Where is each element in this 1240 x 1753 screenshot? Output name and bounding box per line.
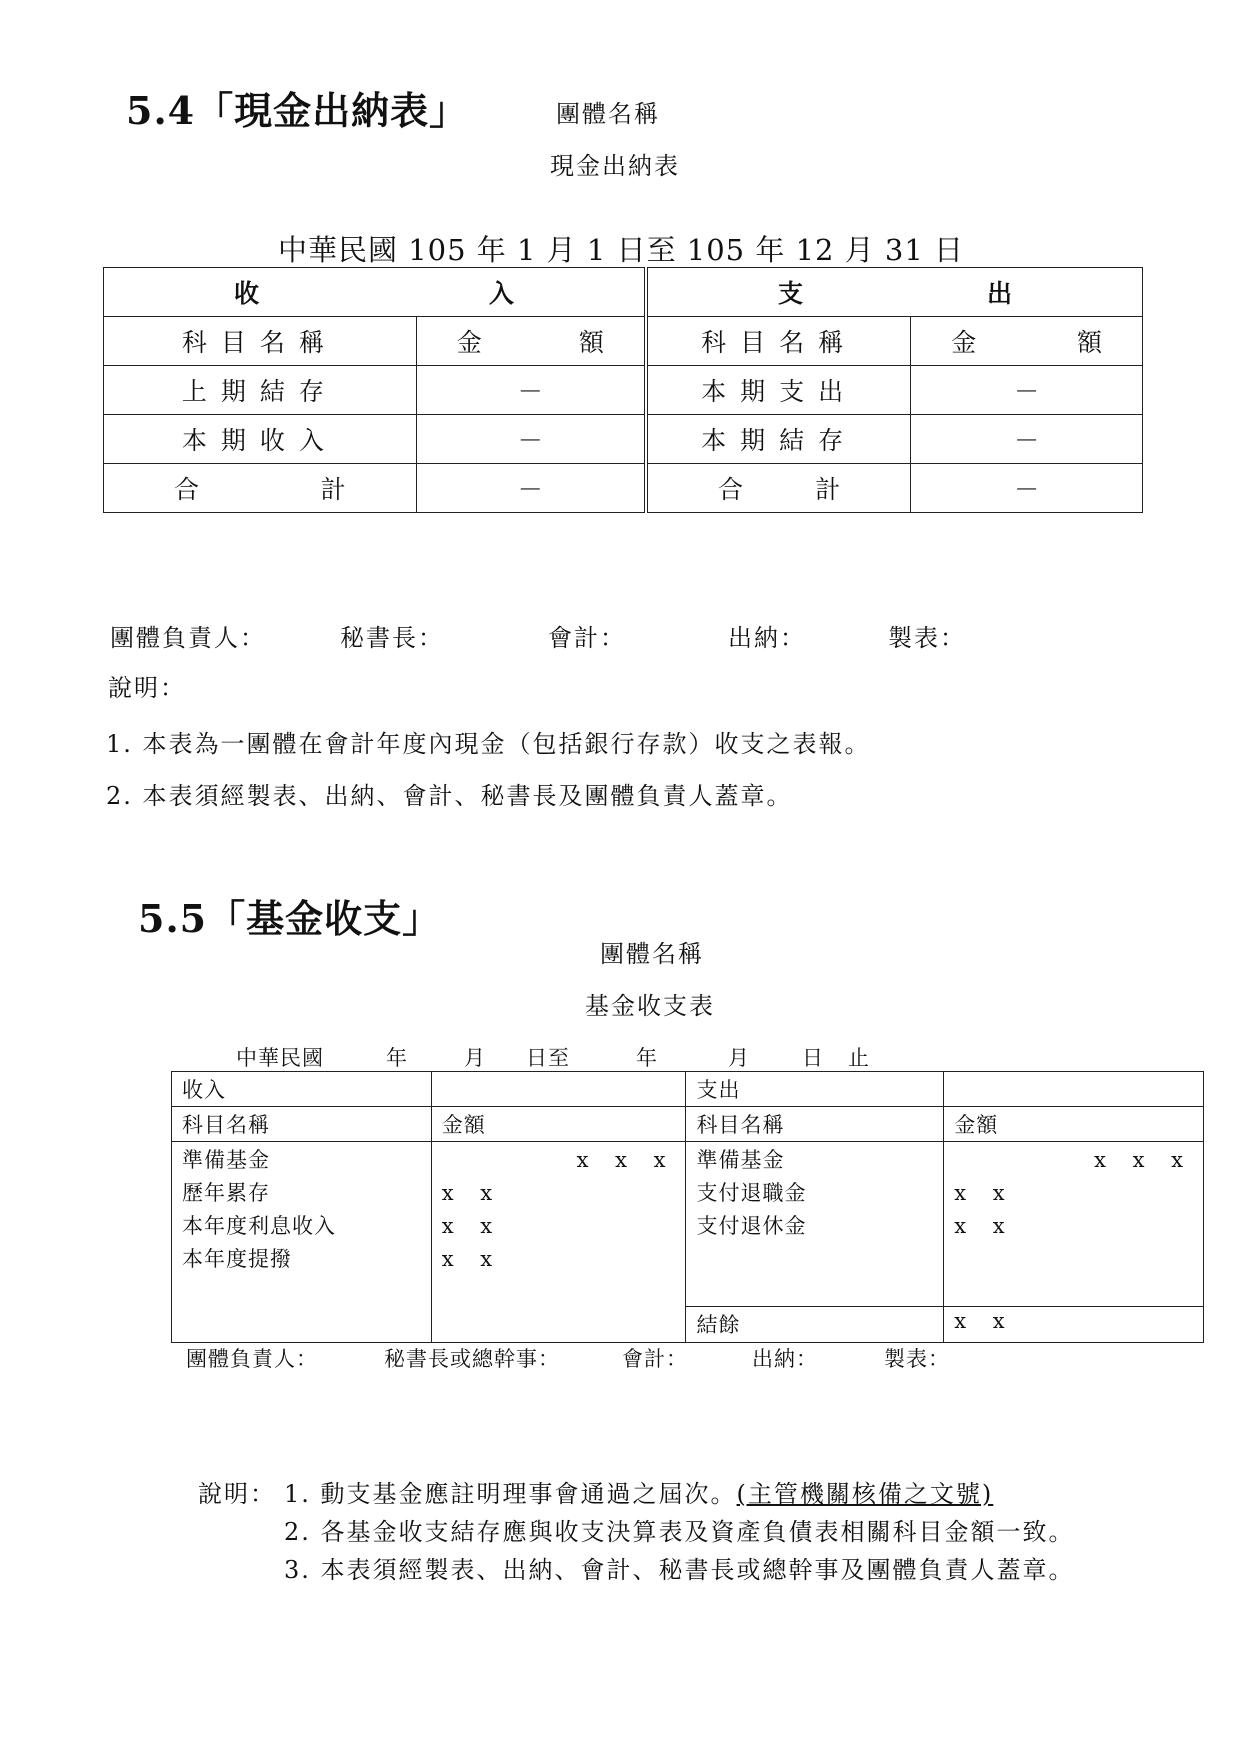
list-item: x x <box>954 1214 1015 1238</box>
signature-field: 秘書長或總幹事： <box>384 1347 560 1371</box>
balance-label: 結餘 <box>686 1307 944 1343</box>
signature-field: 會計： <box>622 1347 688 1371</box>
column-header-row <box>172 1107 1204 1142</box>
signature-field: 會計： <box>548 624 626 652</box>
expense-amount: － <box>911 415 1143 464</box>
note-item: 1. 動支基金應註明理事會通過之屆次。(主管機關核備之文號) <box>284 1480 994 1508</box>
expense-header: 支出 <box>686 1072 944 1107</box>
section-5-4-heading <box>126 80 468 135</box>
list-item: x x <box>441 1247 503 1271</box>
list-item: x x <box>441 1181 503 1205</box>
income-item: 本期收入 <box>104 415 417 464</box>
signature-field: 團體負責人： <box>110 624 266 652</box>
signature-field: 製表： <box>888 624 966 652</box>
note-item: 2. 本表須經製表、出納、會計、秘書長及團體負責人蓋章。 <box>106 782 793 810</box>
org-name: 團體名稱 <box>556 100 660 128</box>
table-body-row <box>172 1142 1204 1307</box>
income-amount: － <box>416 415 646 464</box>
report-period: 中華民國 105 年 1 月 1 日至 105 年 12 月 31 日 <box>278 233 965 267</box>
list-item: 支付退職金 <box>696 1181 807 1205</box>
income-amounts <box>431 1142 686 1343</box>
expense-item: 本期結存 <box>646 415 911 464</box>
table-header-row <box>172 1072 1204 1107</box>
cash-table <box>103 267 1143 513</box>
table-row <box>104 366 1143 415</box>
col-amount-out: 金額 <box>944 1107 1204 1142</box>
list-item: 歷年累存 <box>182 1181 270 1205</box>
column-header-row <box>104 317 1143 366</box>
table-header-row <box>104 268 1143 317</box>
report-title: 基金收支表 <box>585 992 715 1020</box>
signature-field: 製表： <box>884 1347 950 1371</box>
expense-item: 本期支出 <box>646 366 911 415</box>
note-item: 2. 各基金收支結存應與收支決算表及資產負債表相關科目金額一致。 <box>284 1518 1075 1546</box>
col-account-in: 科目名稱 <box>104 317 417 366</box>
list-item: x x x <box>1094 1148 1193 1172</box>
total-label-out: 合 計 <box>646 464 911 513</box>
section-number: 5.5 <box>138 896 208 941</box>
table-row <box>104 415 1143 464</box>
income-header: 收 入 <box>104 268 646 317</box>
fund-table <box>171 1071 1204 1343</box>
notes-label: 說明： <box>198 1480 276 1508</box>
total-amount-out: － <box>911 464 1143 513</box>
note-underlined-suffix: (主管機關核備之文號) <box>736 1480 994 1508</box>
note-item: 1. 本表為一團體在會計年度內現金（包括銀行存款）收支之表報。 <box>106 730 871 758</box>
section-5-5-heading <box>138 888 441 943</box>
expense-header: 支 出 <box>646 268 1143 317</box>
list-item: x x <box>954 1181 1015 1205</box>
expense-amount: － <box>911 366 1143 415</box>
total-label-in: 合 計 <box>104 464 417 513</box>
col-account-out: 科目名稱 <box>646 317 911 366</box>
col-amount-in: 金額 <box>431 1107 686 1142</box>
col-account-out: 科目名稱 <box>686 1107 944 1142</box>
income-item: 上期結存 <box>104 366 417 415</box>
note-item: 3. 本表須經製表、出納、會計、秘書長或總幹事及團體負責人蓋章。 <box>284 1556 1075 1584</box>
col-amount-out: 金 額 <box>911 317 1143 366</box>
org-name: 團體名稱 <box>600 940 704 968</box>
list-item: 支付退休金 <box>696 1214 807 1238</box>
list-item: 本年度利息收入 <box>182 1214 336 1238</box>
list-item: 準備基金 <box>696 1148 785 1172</box>
signature-field: 秘書長： <box>340 624 444 652</box>
signature-field: 團體負責人： <box>186 1347 318 1371</box>
list-item: 本年度提撥 <box>182 1247 292 1271</box>
section-title: 「基金收支」 <box>207 896 442 941</box>
signature-field: 出納： <box>752 1347 818 1371</box>
expense-items <box>686 1142 944 1307</box>
notes-label: 說明： <box>108 674 186 702</box>
expense-amounts <box>944 1142 1204 1307</box>
signature-field: 出納： <box>728 624 806 652</box>
section-title: 「現金出納表」 <box>195 88 469 133</box>
balance-amount: x x <box>944 1307 1204 1343</box>
list-item: x x x <box>576 1148 676 1172</box>
list-item: 準備基金 <box>182 1148 270 1172</box>
total-row <box>104 464 1143 513</box>
col-account-in: 科目名稱 <box>172 1107 432 1142</box>
income-header: 收入 <box>172 1072 432 1107</box>
total-amount-in: － <box>416 464 646 513</box>
report-title: 現金出納表 <box>550 152 680 180</box>
income-amount: － <box>416 366 646 415</box>
col-amount-in: 金 額 <box>416 317 646 366</box>
list-item: x x <box>441 1214 503 1238</box>
section-number: 5.4 <box>126 88 196 133</box>
income-items <box>172 1142 432 1343</box>
